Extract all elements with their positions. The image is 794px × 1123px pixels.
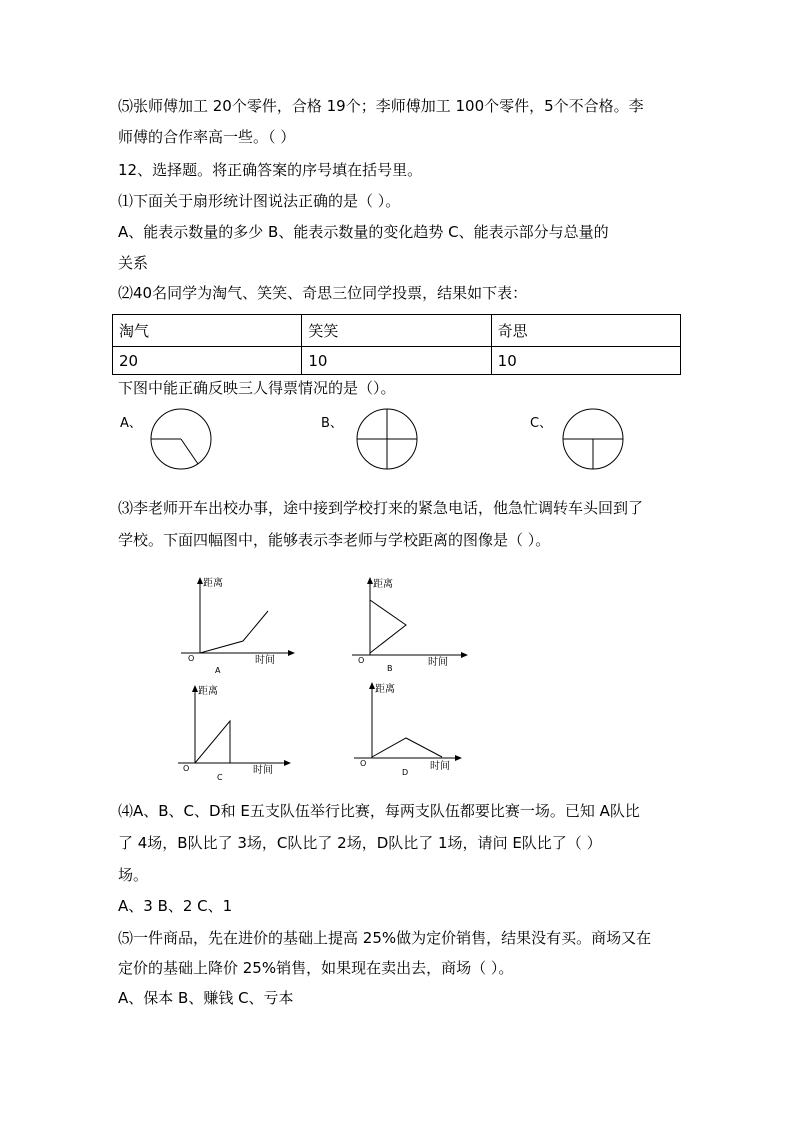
pie-chart-c [562,408,626,472]
graph-label-a: A [215,666,221,675]
graph-label-d: D [402,768,409,777]
y-axis-label: 距离 [373,579,393,590]
pie-option-label-a: A、 [120,416,142,431]
x-axis-label: 时间 [430,761,450,772]
graph-d-line [372,738,442,757]
distance-graph-d [350,680,470,780]
q12-4-line1: ⑷A、B、C、D和 E五支队伍举行比赛，每两支队伍都要比赛一场。已知 A队比 [118,802,640,820]
origin-label: O [183,764,190,773]
table-header-cell: 淘气 [113,315,302,347]
x-axis-label: 时间 [255,655,275,666]
distance-graph-b [348,575,468,680]
distance-graph-c [175,683,295,783]
graph-a-line [200,611,268,653]
pie-option-label-c: C、 [530,416,553,431]
origin-label: O [358,656,365,665]
q12-5-options: A、保本 B、赚钱 C、亏本 [118,989,294,1007]
y-axis-label: 距离 [198,686,218,697]
table-header-cell: 笑笑 [302,315,491,347]
table-cell: 10 [302,347,491,375]
q12-1-options-cont: 关系 [118,254,149,272]
table-cell: 10 [491,347,680,375]
distance-graph-a [175,575,295,680]
q12-4-line2: 了 4场，B队比了 3场，C队比了 2场，D队比了 1场，请问 E队比了（ ） [118,834,602,852]
q12-4-line3: 场。 [118,866,149,884]
q12-5-line1: ⑸一件商品，先在进价的基础上提高 25%做为定价销售，结果没有买。商场又在 [118,929,652,947]
q11-5-line1: ⑸张师傅加工 20个零件，合格 19个；李师傅加工 100个零件，5个不合格。李 [118,97,644,115]
table-cell: 20 [113,347,302,375]
q11-5-line2: 师傅的合作率高一些。（ ） [118,128,296,146]
table-row [113,315,681,347]
graph-label-c: C [217,773,223,782]
table-header-cell: 奇思 [491,315,680,347]
graph-b-line [370,600,406,653]
x-axis-label: 时间 [253,765,273,776]
graph-c-line [195,721,230,763]
q12-5-line2: 定价的基础上降价 25%销售，如果现在卖出去，商场（ ）。 [118,959,514,977]
pie-chart-b [356,408,420,472]
q12-1-options: A、能表示数量的多少 B、能表示数量的变化趋势 C、能表示部分与总量的 [118,223,609,241]
table-row [113,347,681,375]
q12-3-stem-line2: 学校。下面四幅图中，能够表示李老师与学校距离的图像是（ ）。 [118,531,551,549]
q12-3-stem-line1: ⑶李老师开车出校办事，途中接到学校打来的紧急电话，他急忙调转车头回到了 [118,499,644,517]
y-axis-label: 距离 [375,684,395,695]
origin-label: O [360,759,367,768]
graph-label-b: B [387,664,393,673]
q12-4-options: A、3 B、2 C、1 [118,897,233,915]
q12-2-question: 下图中能正确反映三人得票情况的是（）。 [118,379,396,397]
pie-option-label-b: B、 [321,416,343,431]
vote-table [112,314,681,375]
y-axis-label: 距离 [203,578,223,589]
q12-2-stem: ⑵40名同学为淘气、笑笑、奇思三位同学投票，结果如下表： [118,284,528,302]
q12-1-stem: ⑴下面关于扇形统计图说法正确的是（ ）。 [118,192,401,210]
q12-heading: 12、选择题。将正确答案的序号填在括号里。 [118,161,423,179]
pie-chart-a [150,408,214,472]
origin-label: O [188,654,195,663]
x-axis-label: 时间 [428,657,448,668]
